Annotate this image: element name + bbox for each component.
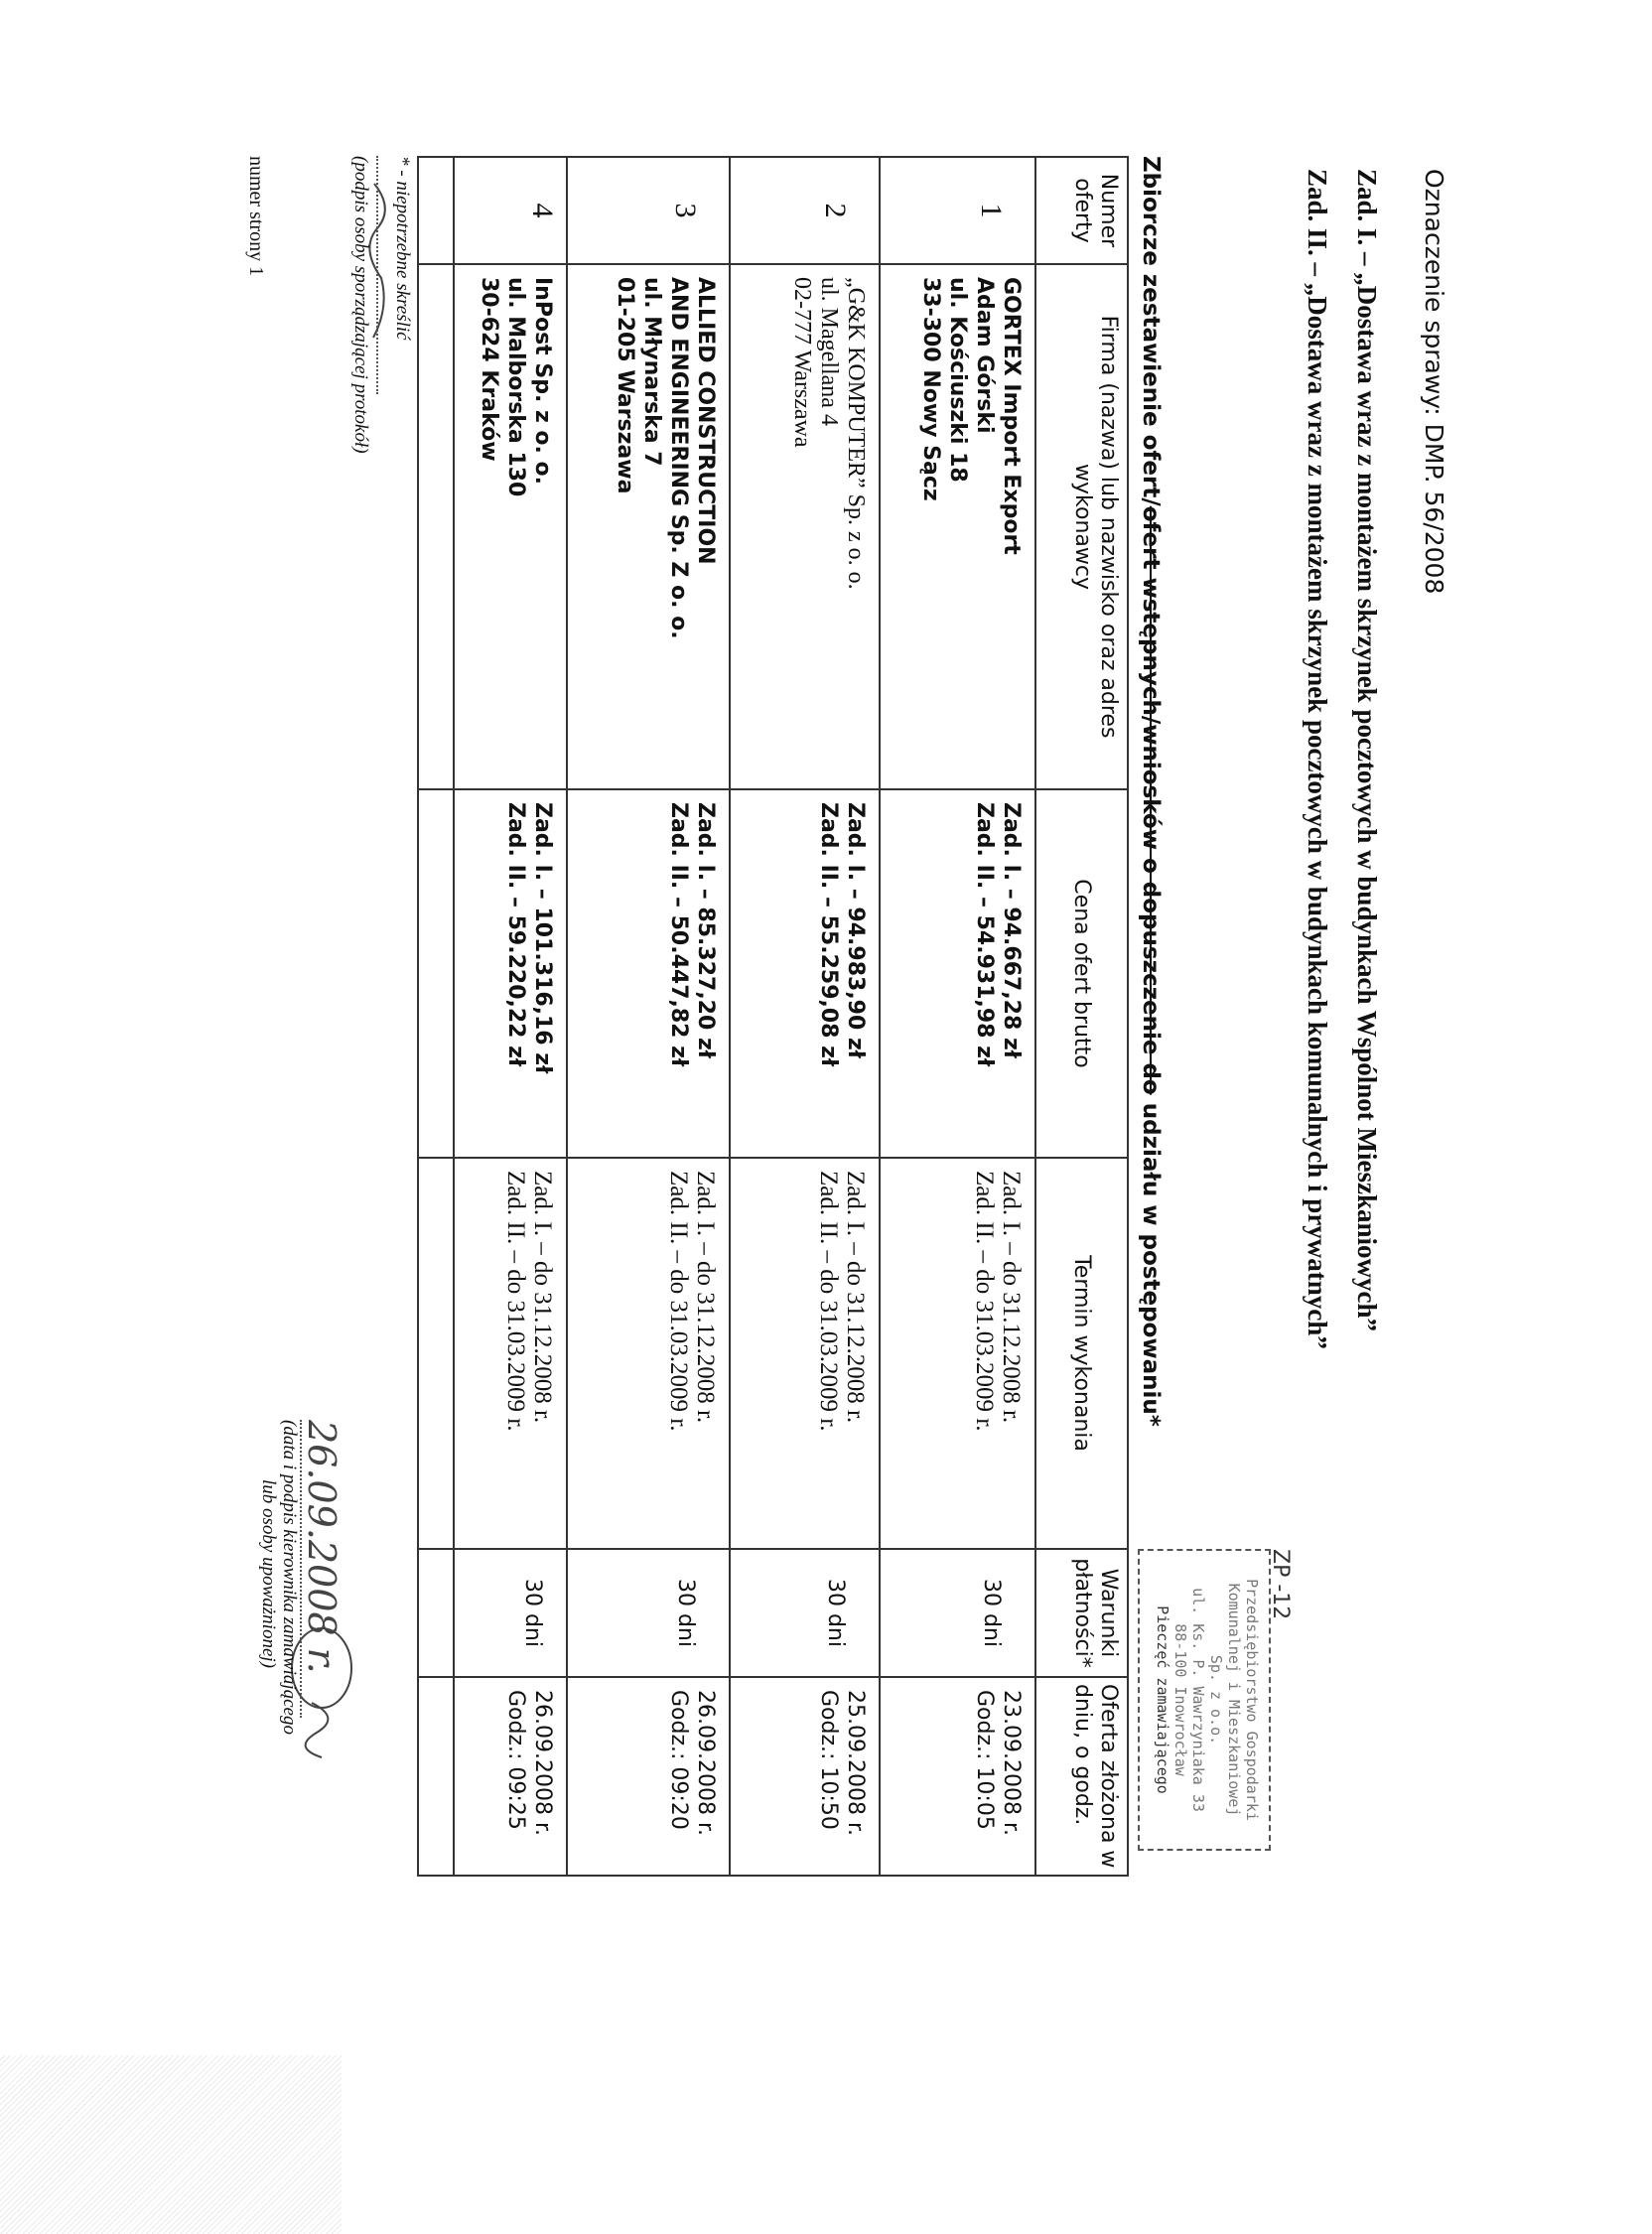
header-term: Termin wykonania [1035, 1158, 1128, 1549]
term-cell [567, 1158, 730, 1549]
price-line: Zad. I. – 94.983,90 zł [843, 802, 868, 1058]
firm-line: GORTEX Import Export [999, 277, 1024, 555]
heading-text: udziału w postępowaniu* [1138, 1094, 1164, 1427]
firm-line: AND ENGINEERING Sp. Z o. o. [666, 277, 691, 639]
firm-line: ALLIED CONSTRUCTION [693, 277, 718, 565]
submitted-time: Godz.: 10:05 [972, 1690, 997, 1830]
firm-line: 01-205 Warszawa [613, 277, 637, 494]
term-cell [454, 1158, 567, 1549]
price-cell [880, 789, 1035, 1158]
table-header-row [1035, 157, 1128, 1876]
approval-caption: (data i podpis kierownika zamawiającego [279, 1420, 300, 1735]
stamp-line: 88-100 Inowrocław [1171, 1623, 1189, 1776]
header-price: Cena ofert brutto [1035, 789, 1128, 1158]
submitted-date: 23.09.2008 r. [999, 1690, 1024, 1836]
table-heading [1138, 156, 1164, 1427]
table-row [880, 157, 1035, 1876]
form-code: ZP -12 [1268, 1549, 1293, 1620]
term-line: Zad. II. – do 31.03.2009 r. [971, 1171, 998, 1432]
payment-cell: 30 dni [730, 1549, 880, 1677]
task-1-title: Zad. I. – „Dostawa wraz z montażem skrzynek pocztowych w budynkach Wspólnot Mieszkaniowych” [1352, 169, 1382, 1332]
table-row [454, 157, 567, 1876]
company-stamp [1138, 1549, 1271, 1851]
empty-cell [418, 1158, 454, 1549]
price-line: Zad. II. – 50.447,82 zł [666, 802, 691, 1067]
submitted-cell [730, 1677, 880, 1876]
submitted-time: Godz.: 10:50 [816, 1690, 841, 1830]
header-submitted: Oferta złożona w dniu, o godz. [1035, 1677, 1128, 1876]
offer-number: 4 [454, 157, 567, 264]
term-line: Zad. I. – do 31.12.2008 r. [998, 1171, 1025, 1424]
price-line: Zad. I. – 101.316,16 zł [530, 802, 555, 1074]
preparer-caption: (podpis osoby sporządzającej protokół) [350, 156, 371, 454]
price-line: Zad. I. – 85.327,20 zł [693, 802, 718, 1058]
price-line: Zad. II. – 55.259,08 zł [816, 802, 841, 1067]
approval-date: 26.09.2008 r. [300, 1420, 344, 1674]
submitted-date: 26.09.2008 r. [693, 1690, 718, 1836]
term-line: Zad. I. – do 31.12.2008 r. [842, 1171, 869, 1424]
price-line: Zad. I. – 94.667,28 zł [999, 802, 1024, 1058]
submitted-cell [880, 1677, 1035, 1876]
submitted-time: Godz.: 09:20 [666, 1690, 691, 1830]
offers-table [417, 156, 1129, 1877]
table-row [730, 157, 880, 1876]
payment-cell: 30 dni [880, 1549, 1035, 1677]
stamp-line: ul. Ks. P. Wawrzyniaka 33 [1189, 1588, 1207, 1812]
firm-line: InPost Sp. z o. o. [530, 277, 555, 486]
empty-cell [418, 1549, 454, 1677]
firm-line: 33-300 Nowy Sącz [918, 277, 943, 501]
offer-number: 2 [730, 157, 880, 264]
firm-cell [567, 264, 730, 789]
stamp-line: Sp. z o.o. [1207, 1654, 1225, 1745]
approval-caption: lub osoby upoważnionej) [258, 1479, 279, 1668]
page-number: numer strony 1 [245, 156, 267, 277]
heading-struck-text: ofert wstępnych/wniosków o dopuszczenie do [1138, 505, 1164, 1095]
signature-line [376, 156, 378, 394]
task-2-title: Zad. II. – „Dostawa wraz z montażem skrzynek pocztowych w budynkach komunalnych i prywatnych” [1303, 169, 1332, 1349]
submitted-date: 25.09.2008 r. [843, 1690, 868, 1836]
term-cell [880, 1158, 1035, 1549]
term-line: Zad. II. – do 31.03.2009 r. [815, 1171, 842, 1432]
payment-cell: 30 dni [567, 1549, 730, 1677]
firm-line: ul. Malborska 130 [503, 277, 528, 497]
term-line: Zad. II. – do 31.03.2009 r. [665, 1171, 692, 1432]
empty-cell [418, 1677, 454, 1876]
firm-line: ul. Magellana 4 [816, 277, 842, 426]
firm-line: „G&K KOMPUTER” Sp. z o. o. [843, 277, 869, 590]
firm-line: 30-624 Kraków [477, 277, 501, 462]
header-number: Numer oferty [1035, 157, 1128, 264]
empty-cell [418, 157, 454, 264]
firm-line: ul. Kościuszki 18 [945, 277, 970, 483]
firm-cell [880, 264, 1035, 789]
case-number: Oznaczenie sprawy: DMP. 56/2008 [1420, 169, 1448, 595]
stamp-line: Komunalnej i Mieszkaniowej [1225, 1583, 1243, 1817]
offer-number: 1 [880, 157, 1035, 264]
price-cell [454, 789, 567, 1158]
scan-noise [0, 2055, 342, 2234]
firm-line: ul. Młynarska 7 [639, 277, 664, 467]
submitted-time: Godz.: 09:25 [503, 1690, 528, 1830]
firm-cell [454, 264, 567, 789]
stamp-line: Pieczęć zamawiającego [1154, 1606, 1171, 1794]
price-line: Zad. II. – 54.931,98 zł [972, 802, 997, 1067]
term-line: Zad. I. – do 31.12.2008 r. [529, 1171, 556, 1424]
table-row [567, 157, 730, 1876]
footnote: * - niepotrzebne skreślić [392, 156, 413, 341]
term-cell [730, 1158, 880, 1549]
price-cell [730, 789, 880, 1158]
term-line: Zad. II. – do 31.03.2009 r. [502, 1171, 529, 1432]
empty-row [418, 157, 454, 1876]
term-line: Zad. I. – do 31.12.2008 r. [692, 1171, 719, 1424]
signature-line [300, 1420, 302, 1718]
firm-line: 02-777 Warszawa [789, 277, 815, 448]
submitted-cell [454, 1677, 567, 1876]
firm-cell [730, 264, 880, 789]
price-line: Zad. II. – 59.220,22 zł [503, 802, 528, 1067]
stamp-line: Przedsiębiorstwo Gospodarki [1243, 1579, 1261, 1821]
header-firm: Firma (nazwa) lub nazwisko oraz adres wykonawcy [1035, 264, 1128, 789]
submitted-cell [567, 1677, 730, 1876]
offer-number: 3 [567, 157, 730, 264]
price-cell [567, 789, 730, 1158]
empty-cell [418, 264, 454, 789]
submitted-date: 26.09.2008 r. [530, 1690, 555, 1836]
payment-cell: 30 dni [454, 1549, 567, 1677]
heading-text: Zbiorcze zestawienie ofert/ [1138, 156, 1164, 506]
empty-cell [418, 789, 454, 1158]
header-payment: Warunki płatności* [1035, 1549, 1128, 1677]
firm-line: Adam Górski [972, 277, 997, 434]
